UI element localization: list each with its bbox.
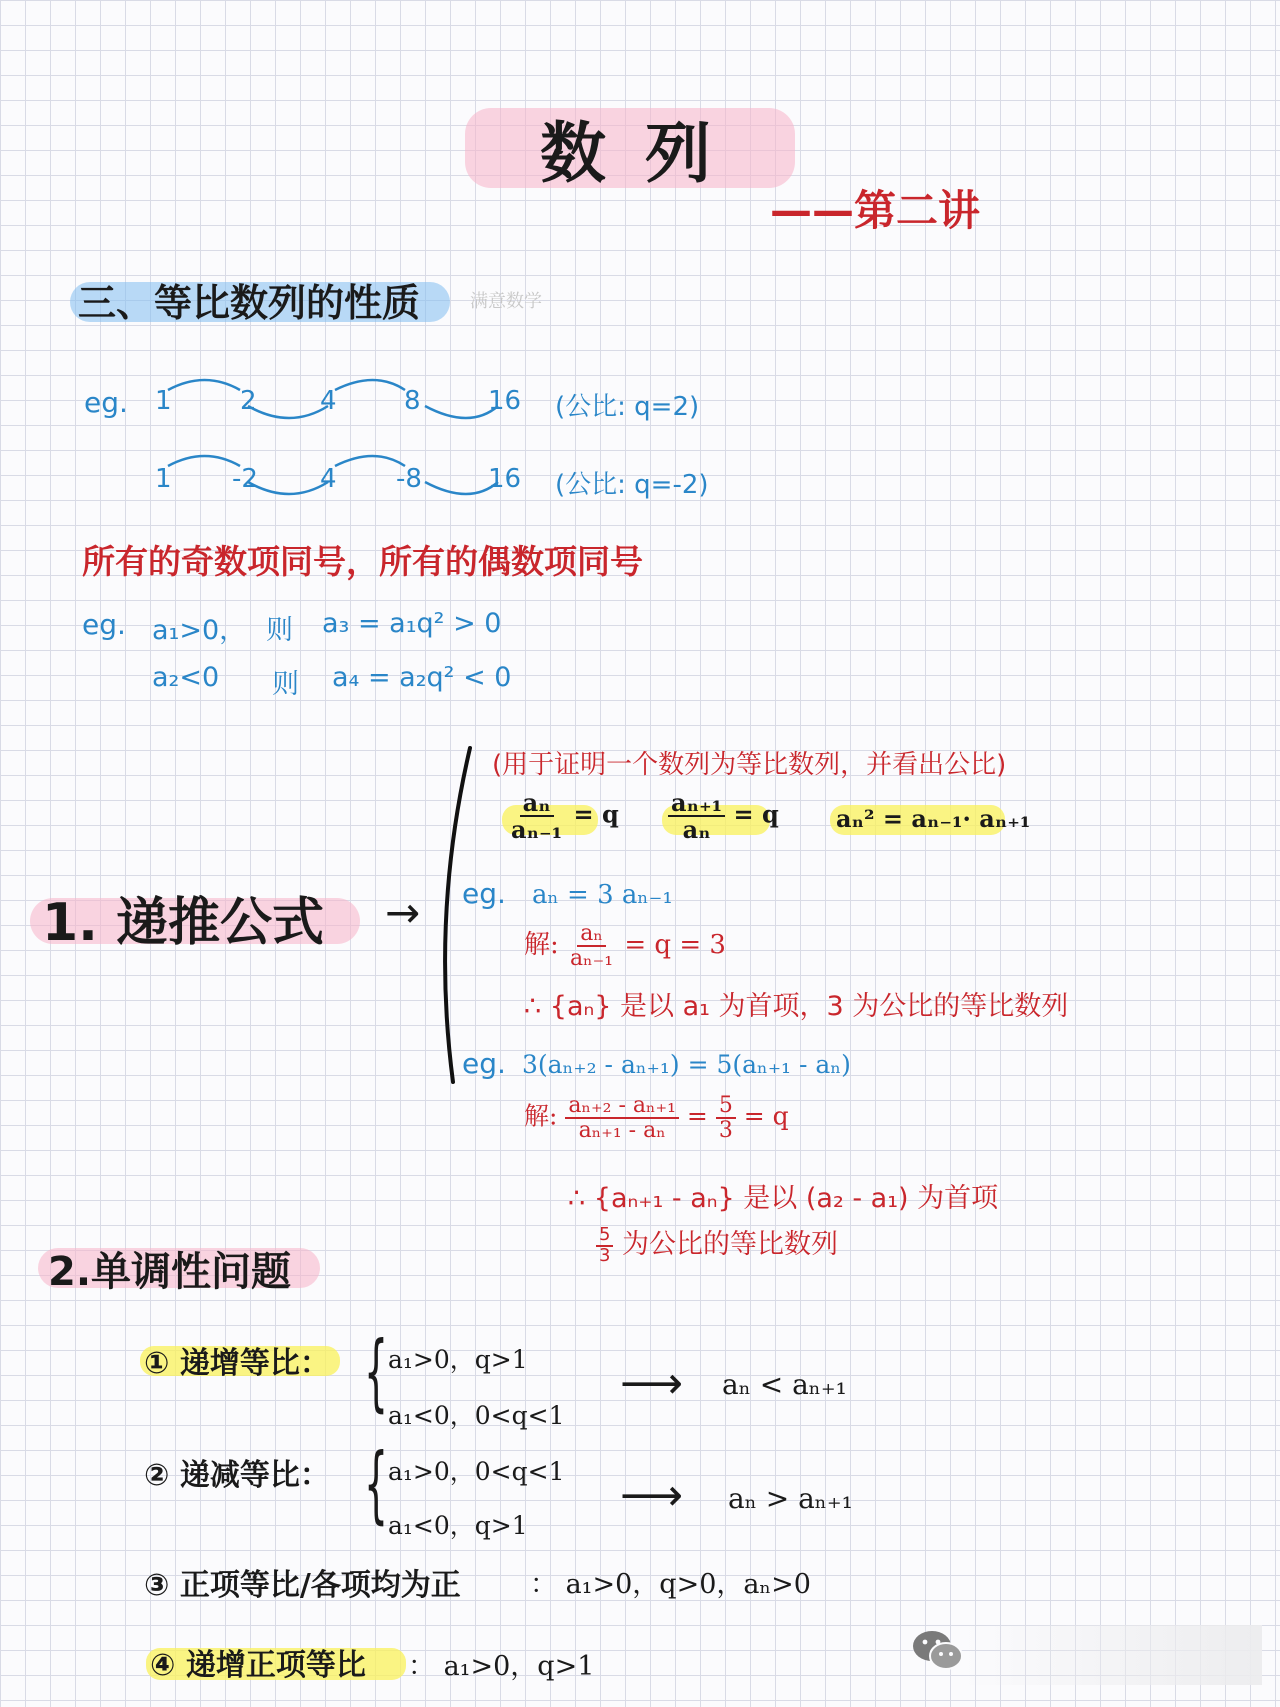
monotonic-item-3-condition: ： a₁>0，q>0，aₙ>0 (530, 1569, 811, 1600)
monotonic-condition: a₁>0，q>1 (388, 1345, 528, 1374)
eg-label-1: eg. (84, 386, 128, 419)
monotonic-heading: 2.单调性问题 (48, 1249, 292, 1295)
solution-label: 解: (524, 1101, 558, 1131)
section3-heading: 三、等比数列的性质 (78, 281, 421, 325)
inequality-condition: a₂<0 (152, 662, 220, 693)
recursion-arrow: → (385, 888, 421, 937)
formula-numerator: aₙ₊₁ (668, 790, 725, 817)
recursion-heading: 1. 递推公式 (42, 893, 325, 953)
solution-equals: = (686, 1101, 708, 1131)
eg-label-4: eg. (462, 1047, 506, 1080)
wechat-badge (962, 1625, 1262, 1685)
formula-numerator: aₙ (520, 790, 554, 817)
example1-solution (524, 922, 726, 970)
monotonic-result: aₙ < aₙ₊₁ (722, 1368, 847, 1401)
monotonic-condition: a₁>0，0<q<1 (388, 1457, 565, 1486)
formula-rhs: = q (733, 799, 779, 829)
monotonic-result: aₙ > aₙ₊₁ (728, 1482, 853, 1515)
monotonic-condition: a₁<0，0<q<1 (388, 1401, 565, 1430)
example2-given: 3(aₙ₊₂ - aₙ₊₁) = 5(aₙ₊₁ - aₙ) (522, 1050, 851, 1079)
solution-numerator: 5 (716, 1094, 736, 1119)
inequality-result: a₄ = a₂q² < 0 (332, 662, 512, 693)
monotonic-item-1-label: ① 递增等比： (144, 1346, 330, 1381)
formula-ratio-2 (668, 788, 779, 845)
eg-label-2: eg. (82, 608, 126, 641)
formula-mean: aₙ² = aₙ₋₁· aₙ₊₁ (836, 804, 1031, 833)
ratio-note-2: (公比: q=-2) (555, 470, 709, 500)
ratio-numerator: 5 (596, 1226, 613, 1247)
monotonic-item-4-label: ④ 递增正项等比 (150, 1648, 366, 1683)
solution-denominator: aₙ₋₁ (570, 946, 614, 972)
sequence-term: 16 (488, 386, 522, 416)
monotonic-condition: a₁<0，q>1 (388, 1511, 528, 1540)
example1-conclusion: ∴ {aₙ} 是以 a₁ 为首项，3 为公比的等比数列 (524, 991, 1069, 1022)
formula-denominator: aₙ (682, 815, 711, 845)
recursion-bracket (425, 740, 485, 1090)
sequence-term: 16 (488, 464, 522, 494)
sequence-term: 2 (240, 386, 257, 416)
monotonic-item-3-label: ③ 正项等比/各项均为正 (144, 1568, 461, 1603)
recursion-note: (用于证明一个数列为等比数列，并看出公比) (492, 750, 1007, 780)
parity-rule: 所有的奇数项同号，所有的偶数项同号 (82, 542, 643, 581)
monotonic-arrow: ⟶ (620, 1358, 684, 1409)
inequality-condition: a₁>0， (152, 615, 247, 646)
solution-rhs: = q (743, 1101, 789, 1131)
formula-rhs: = q (573, 799, 619, 829)
monotonic-arrow: ⟶ (620, 1470, 684, 1521)
conclusion-text: 为公比的等比数列 (622, 1229, 839, 1260)
inequality-then: 则 (266, 615, 293, 646)
page-subtitle: ——第二讲 (770, 186, 981, 235)
solution-numerator: aₙ₊₂ - aₙ₊₁ (565, 1094, 679, 1119)
case-brace: { (364, 1435, 389, 1533)
sequence-arcs-1 (150, 372, 530, 432)
watermark: 满意数学 (470, 291, 542, 312)
example2-conclusion-2 (596, 1222, 838, 1265)
case-brace: { (364, 1323, 389, 1421)
example2-conclusion-1: ∴ {aₙ₊₁ - aₙ} 是以 (a₂ - a₁) 为首项 (568, 1183, 999, 1214)
monotonic-item-2-label: ② 递减等比： (144, 1458, 330, 1493)
solution-rhs: = q = 3 (624, 930, 726, 961)
formula-ratio-1 (508, 788, 619, 845)
sequence-term: 4 (320, 386, 337, 416)
sequence-term: 1 (155, 386, 172, 416)
eg-label-3: eg. (462, 877, 506, 910)
solution-denominator: aₙ₊₁ - aₙ (578, 1118, 666, 1144)
sequence-term: -2 (232, 464, 258, 494)
sequence-term: 8 (404, 386, 421, 416)
page-title: 数 列 (540, 115, 719, 192)
example1-given: aₙ = 3 aₙ₋₁ (532, 880, 673, 910)
inequality-then: 则 (272, 669, 299, 700)
ratio-note-1: (公比: q=2) (555, 392, 700, 422)
sequence-term: -8 (396, 464, 422, 494)
solution-denominator: 3 (718, 1118, 733, 1144)
solution-label: 解: (524, 930, 559, 961)
sequence-term: 1 (155, 464, 172, 494)
ratio-denominator: 3 (599, 1244, 611, 1266)
solution-numerator: aₙ (577, 922, 606, 947)
sequence-term: 4 (320, 464, 337, 494)
formula-denominator: aₙ₋₁ (511, 815, 563, 845)
example2-solution (524, 1094, 789, 1142)
sequence-arcs-2 (150, 448, 530, 508)
wechat-icon (910, 1628, 966, 1674)
inequality-result: a₃ = a₁q² > 0 (322, 608, 502, 639)
monotonic-item-4-condition: ： a₁>0，q>1 (408, 1651, 595, 1682)
